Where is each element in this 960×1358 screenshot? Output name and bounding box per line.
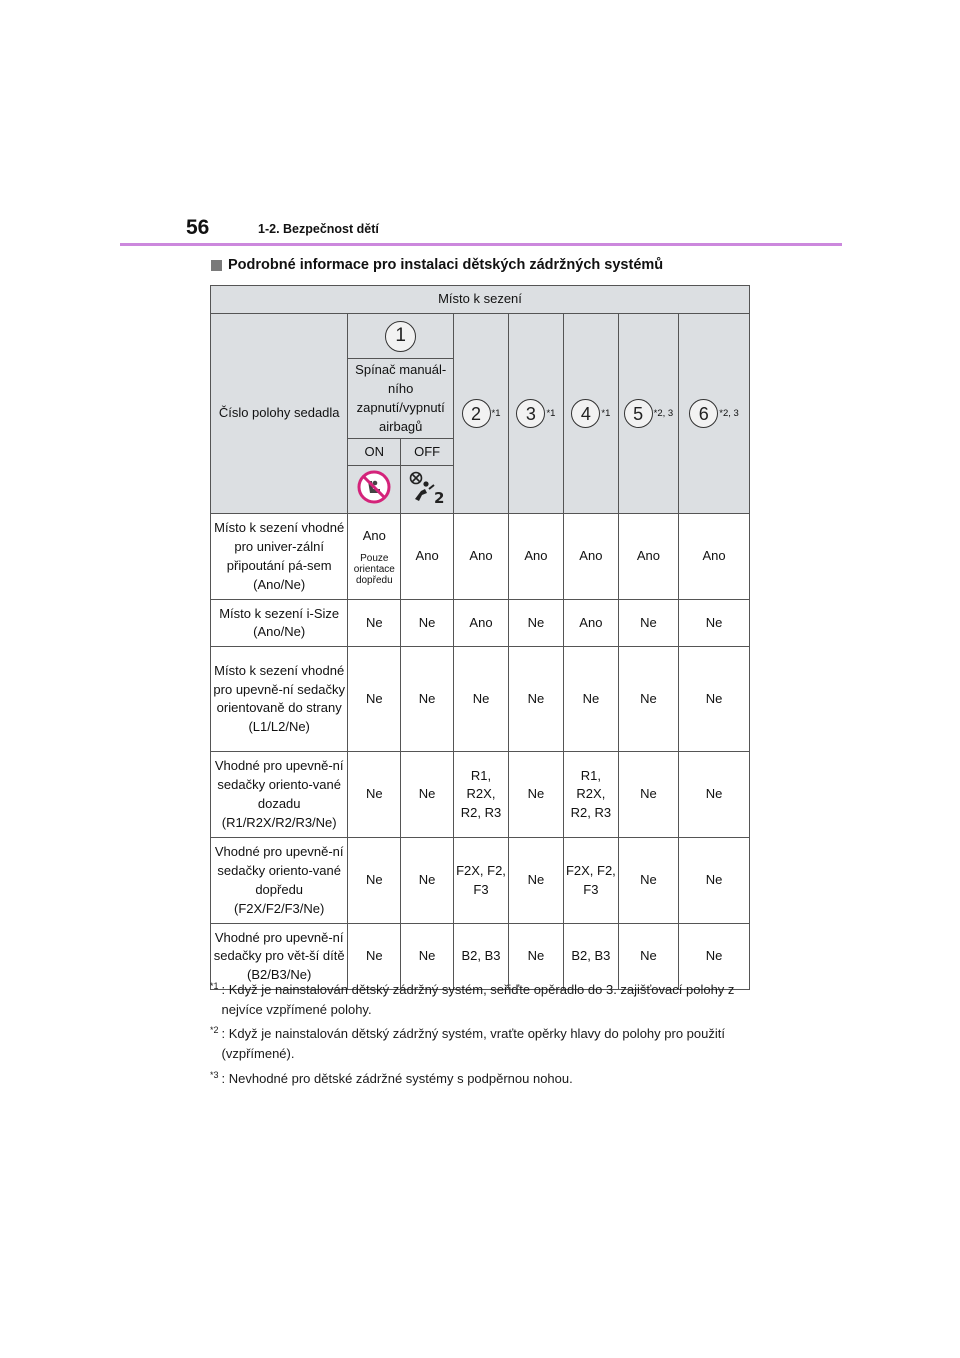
table-row bbox=[211, 514, 750, 600]
footnote-mark: *1 bbox=[491, 407, 501, 419]
seat-number-icon: 5 bbox=[624, 399, 653, 428]
footnote bbox=[210, 1069, 755, 1089]
row-header-label: Číslo polohy sedadla bbox=[211, 314, 348, 514]
seat-number-icon: 1 bbox=[385, 321, 416, 352]
table-cell: Ano bbox=[563, 514, 618, 600]
seat-number-icon: 4 bbox=[571, 399, 600, 428]
seat-header bbox=[454, 314, 509, 514]
table-cell: Ne bbox=[401, 600, 454, 647]
table-cell: B2, B3 bbox=[454, 924, 509, 990]
footnote-mark: *1 bbox=[601, 407, 611, 419]
off-label: OFF bbox=[401, 439, 454, 466]
seat-number-icon: 2 bbox=[462, 399, 491, 428]
footnote-mark: *2 bbox=[210, 1025, 219, 1036]
seat-header bbox=[679, 314, 750, 514]
seat-number-icon: 6 bbox=[689, 399, 718, 428]
footnote-mark: *2, 3 bbox=[719, 407, 739, 419]
footnote-mark: *2, 3 bbox=[653, 407, 674, 419]
table-cell: Ano bbox=[563, 600, 618, 647]
row-label: Vhodné pro upevně-ní sedačky oriento-vané dopředu (F2X/F2/F3/Ne) bbox=[211, 838, 348, 924]
table-cell: Ne bbox=[679, 647, 750, 752]
table-row bbox=[211, 752, 750, 838]
page-number: 56 bbox=[186, 216, 210, 239]
table-cell: Ne bbox=[618, 924, 678, 990]
table-cell: Ano bbox=[454, 514, 509, 600]
section-header: 1-2. Bezpečnost dětí bbox=[258, 222, 379, 236]
table-cell: F2X, F2, F3 bbox=[454, 838, 509, 924]
seat-1-header bbox=[348, 314, 454, 359]
footnote-mark: *1 bbox=[210, 981, 219, 991]
table-cell: Ne bbox=[679, 752, 750, 838]
table-cell: Ne bbox=[508, 838, 563, 924]
table-cell: Ne bbox=[348, 647, 401, 752]
footnote-mark: *1 bbox=[546, 407, 556, 419]
table-cell: Ne bbox=[348, 838, 401, 924]
square-bullet-icon bbox=[211, 260, 222, 271]
row-label: Místo k sezení i-Size (Ano/Ne) bbox=[211, 600, 348, 647]
on-label: ON bbox=[348, 439, 401, 466]
table-cell: Ne bbox=[401, 924, 454, 990]
row-label: Vhodné pro upevně-ní sedačky pro vět-ší dítě (B2/B3/Ne) bbox=[211, 924, 348, 990]
table-cell: Ne bbox=[348, 924, 401, 990]
table-cell: Ne bbox=[618, 838, 678, 924]
table-row bbox=[211, 647, 750, 752]
table-cell: Ne bbox=[401, 838, 454, 924]
cell-note: Pouze orientace dopředu bbox=[353, 553, 395, 587]
seat-number-icon: 3 bbox=[516, 399, 545, 428]
row-label: Vhodné pro upevně-ní sedačky oriento-vané dozadu (R1/R2X/R2/R3/Ne) bbox=[211, 752, 348, 838]
footnote bbox=[210, 1024, 755, 1064]
table-cell: Ne bbox=[454, 647, 509, 752]
table-title: Místo k sezení bbox=[211, 286, 750, 314]
header-rule bbox=[120, 243, 842, 246]
table-cell: Ne bbox=[348, 752, 401, 838]
table-cell: Ne bbox=[401, 752, 454, 838]
svg-text:2: 2 bbox=[434, 488, 445, 505]
table-cell: Ano bbox=[679, 514, 750, 600]
table-cell: Ne bbox=[401, 647, 454, 752]
footnotes bbox=[210, 980, 755, 1093]
table-cell: Ano bbox=[454, 600, 509, 647]
airbag-on-passenger-icon bbox=[401, 466, 454, 514]
cell-value: Ano bbox=[362, 528, 386, 544]
table-cell: R1, R2X, R2, R3 bbox=[563, 752, 618, 838]
footnote bbox=[210, 980, 755, 1020]
table-cell: F2X, F2, F3 bbox=[563, 838, 618, 924]
table-row bbox=[211, 600, 750, 647]
seat-header bbox=[563, 314, 618, 514]
table-row bbox=[211, 838, 750, 924]
footnote-text: : Nevhodné pro dětské zádržné systémy s podpěrnou nohou. bbox=[221, 1070, 573, 1086]
footnote-text: : Když je nainstalován dětský zádržný systém, vraťte opěrky hlavy do polohy pro použití (vzpřímené). bbox=[221, 1026, 725, 1062]
table-cell: Ne bbox=[618, 647, 678, 752]
table-cell: Ne bbox=[348, 600, 401, 647]
airbag-off-child-seat-icon bbox=[348, 466, 401, 514]
seat-table bbox=[210, 285, 750, 990]
airbag-switch-label: Spínač manuál-ního zapnutí/vypnutí airbagů bbox=[348, 359, 454, 439]
seat-header bbox=[508, 314, 563, 514]
table-cell: Ne bbox=[508, 924, 563, 990]
table-cell: Ne bbox=[563, 647, 618, 752]
row-label: Místo k sezení vhodné pro univer-zální připoutání pá-sem (Ano/Ne) bbox=[211, 514, 348, 600]
row-label: Místo k sezení vhodné pro upevně-ní sedačky orientovaně do strany (L1/L2/Ne) bbox=[211, 647, 348, 752]
table-cell: Ne bbox=[508, 752, 563, 838]
table-cell: B2, B3 bbox=[563, 924, 618, 990]
table-cell: Ne bbox=[508, 600, 563, 647]
table-cell bbox=[348, 514, 401, 600]
table-cell: Ano bbox=[618, 514, 678, 600]
footnote-text: : Když je nainstalován dětský zádržný systém, seřiďte opěradlo do 3. zajišťovací polohy z nejvíce vzpřímené polohy. bbox=[221, 982, 735, 1018]
footnote-mark: *3 bbox=[210, 1069, 219, 1080]
table-cell: Ne bbox=[508, 647, 563, 752]
table-cell: Ano bbox=[401, 514, 454, 600]
section-heading bbox=[211, 257, 663, 273]
airbag-on-passenger-icon bbox=[407, 469, 447, 505]
airbag-off-child-seat-icon bbox=[356, 469, 392, 505]
table-cell: Ne bbox=[679, 924, 750, 990]
table-cell: Ne bbox=[679, 600, 750, 647]
table-cell: Ano bbox=[508, 514, 563, 600]
seat-header bbox=[618, 314, 678, 514]
table-cell: Ne bbox=[618, 752, 678, 838]
table-cell: R1, R2X, R2, R3 bbox=[454, 752, 509, 838]
table-cell: Ne bbox=[679, 838, 750, 924]
heading-text: Podrobné informace pro instalaci dětských zádržných systémů bbox=[228, 257, 664, 273]
table-cell: Ne bbox=[618, 600, 678, 647]
